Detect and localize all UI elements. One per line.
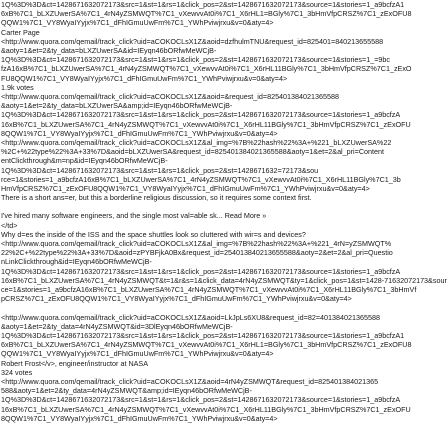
- text-line: Why d=es the inside of the ISS and the space shuttles look so cluttered with wir=s and devices?: [1, 229, 306, 239]
- text-line: 6xB%7C1_bLXZUwerSA%7C1_4rN4yZSMWQT%7C1_vXewvvAt0i%7C1_X6rHL1=BGly%7C1_3bHmVfpCRSZ%7C1_zExOFU8: [1, 340, 412, 350]
- text-line: %2C+%22type%22%3A+33%7D&aoid=bLXZUwerSA&request_id=825401384021365588&aoty=1&et=2&al_pri=Content: [1, 147, 385, 157]
- text-line: rce=1&stories=1_a9bcfzA16xB%7C1_bLXZUwerSA%7C1_4rN4yZSMWQT%7C1_vXewvvAt0i%7C1_X6rHL11BGly%7C1_3b: [1, 174, 401, 184]
- text-line: 16xB%7C1_bLXZUwerSA%7C1_4rN4yZSMWQT%7C1_vXewvvAt0i%7C1_X6rHL11BGly%7C1_3bHmVfpCRSZ%7C1_zExOFU: [1, 119, 411, 129]
- text-line: 6xB%7C1_bLXZUwerSA%7C1_4rN4yZSMWQT%7C1_vXewvvAt0i%7C1_X6rHL1=BGly%7C1_3bHmVfpCRSZ%7C1_zExOFU8: [1, 9, 412, 19]
- text-line: 1Q%3D%3D&ct=1428671632072173&src=1&st=1&rs=1&click_pos=2&st=1428671632072173&source=1&stories=1_a9bcfzA1: [1, 0, 405, 9]
- text-line: ce=1&stories=1_a9bcfzA16xB%7C1_bLXZUwerSA%7C1_4rN4yZSMWQT%7C1_vXewvvAt0i%7C1_X6rHL11BGly%7C1_3bHmVf: [1, 285, 417, 295]
- text-line: pCRSZ%7C1_zExOFU8QQW1%7C1_VY8WyaIYyjx%7C1_dFhIGmuUwFm%7C1_YWhPviwjrxu&v=0&aty=4>: [1, 294, 352, 304]
- text-line: 1Q%3D%3D&ct=1428671632072173&src=1&st=1&rs=1&click_pos=2&st=1428671632072173&source=1&stories=1_a9bcfzA: [1, 110, 401, 120]
- text-line: Robert Frost</v>, engineer/instructor at NASA: [1, 358, 149, 368]
- text-line: QQW1%7C1_VY8WyaIYyjx%7C1_dFhIGmuUwFm%7C1_YWhPviwjrxu&v=0&aty=4>: [1, 349, 274, 359]
- text-line: &aoty=1&et=2&ty_data=bLXZUwerSA&id=IEyqn46bORfwMeWCjB-: [1, 46, 217, 56]
- tracking-link-line: <http://www.quora.com/qemail/track_click?uid=aCOKOCLsX1Z&al_img=%7B%22hash%22%3A+%221_4rN=yZSMWQT%: [1, 239, 392, 249]
- text-line: 1Q%3D%3D&ct=1428671632072173&src=1&st=1&rs=1&click_pos=2&st=1428671632072173&source=1&stories=1_=9bc: [1, 55, 391, 65]
- text-line: 16xB%7C1_bLXZUwerSA%7C1_4rN4yZSMWQT&t=1&r&s=1&click_data=4rN4yZSMWQT&ty=1&click_pos=1&st=1428-71632072173&sour: [1, 275, 447, 285]
- text-line: &aoty=1&et=2&ty_data=4rN4yZSMWQT&id=3DlEyqn46bORfwMeWCjB-: [1, 321, 233, 331]
- text-line: 16xB%7C1_bLXZUwerSA%7C1_4rN4yZSMWQT%7C1_vXewvvAt0i%7C1_X6rHL11BGly%7C1_3bHmVfpCRSZ%7C1_zExOFU: [1, 404, 411, 414]
- text-line: 22%2C+%22type%22%3A+33%7D&aoid=zPYBFjkA0Bx&request_id=254013840213655588&aoty=2&et=2&al_pri=Questio: [1, 248, 393, 258]
- text-line: 8QQW1%7C1_VY8WyaIYyjx%7C1_dFhIGmuUwFm%7C1_YWhPviwjrxu&v=0&aty=4>: [1, 413, 278, 423]
- tracking-link-line: <http://www.quora.com/qemail/track_click?uid=aCOKOCLsX1Z&aoid=4rN4yZSMWQT&request_id=825401384021365: [1, 376, 379, 386]
- text-line: 1Q%3D%3D&ct=1428671632072173&src=1&st=1&rs=1&click_pos=2&st=1428671632=72173&sou: [1, 165, 319, 175]
- text-line: 1Q%3D%3D&ct=1428671632072173&src=1&st=1&rs=1&click_pos=2&st=1428671632072173&source=1&stories=1_a9bcfzA: [1, 395, 401, 405]
- tracking-link-line: <http://www.quora.com/qemail/track_click?uid=aCOKOCLsX1Z&aoid=LkJpLs6XU8&request_id=82=401384021365588: [1, 312, 380, 322]
- text-line: Carter Page: [1, 27, 40, 37]
- text-line: There is a short ans=er, but this a borderline religious discussion, so it requires some context first.: [1, 193, 312, 203]
- text-line: nLinkClickthrough&id=IEyqn46bORfwMeWCjB-: [1, 257, 152, 267]
- text-line: 8QQW1%7C1_VY8WyaIYyjx%7C1_dFhIGmuUwFm%7C1_YWhPviwjrxu&v=0&aty=4>: [1, 128, 278, 138]
- text-line: 1.9k votes: [1, 82, 34, 92]
- tracking-link-line: <http://www.quora.com/qemail/track_click?uid=aCOKOCLsX1Z&al_img=%7B%22hash%22%3A+%221_bLXZUwerSA%22: [1, 138, 392, 148]
- tracking-link-line: <http://www.quora.com/qemail/track_click?uid=aCOKOCLsX1Z&aoid=&request_id=825401384021365588: [1, 92, 340, 102]
- blank-line: [1, 304, 398, 313]
- text-line: I've hired many software engineers, and the single most val=able sk... Read More »: [1, 211, 267, 221]
- text-line: HmVfpCRSZ%7C1_zExOFU8QQW1%7C1_VY8WyaIYyjx%7C1_dFhIGmuUwFm%7C1_YWhPviwjrxu&v=0&aty=4>: [1, 184, 370, 194]
- text-line: 588&aoty=1&et=2&ty_data=4rN4yZSMWQT&amp;id=IEyqn46bORfwMeWCjB-: [1, 386, 252, 396]
- tracking-link-line: <http://www.quora.com/qemail/track_click?uid=aCOKOCLsX1Z&aoid=dzfhulmTNU&request_id=825401=840213655588: [1, 36, 384, 46]
- text-line: QQW1%7C1_VY8WyaIYyjx%7C1_dFhIGmuUwFm%7C1_YWhPviwjrxu&v=0&aty=4>: [1, 18, 274, 28]
- text-line: &aoty=1&et=2&ty_data=bLXZUwerSA&amp;id=IEyqn46bORfwMeWCjB-: [1, 101, 233, 111]
- text-line: 1Q%3D%3D&ct=1428671632072173&src=1&st=1&rs=1&click_pos=2&st=1428671632072173&source=1&stories=1_a9bcfzA1: [1, 330, 405, 340]
- text-line: 1Q%3D%3D&ct=1428671632072173&src=1&st=1&rs=1&click_pos=2&st=1428671632072173&source=1&stories=1_a9bcfzA: [1, 266, 401, 276]
- blank-line: [1, 202, 398, 211]
- text-line: entClickthrough&m=np&id=IEyqn46bORfwMeWCjB-: [1, 156, 168, 166]
- text-line: fzA16xB%7C1_bLXZUwerSA%7C1_4rN4yZSMWQT%7C1_vXewvvAt0i%7C1_X6rHL11BGly%7C1_3bHmVfpCRSZ%7C1_zExO: [1, 64, 412, 74]
- text-line: FU8QQW1%7C1_VY8WyaIYyjx%7C1_dFhIGmuUwFm%7C1_YWhPviwjrxu&v=0&aty=4>: [1, 73, 288, 83]
- text-line: </td>: [1, 220, 18, 230]
- text-line: 324 votes: [1, 367, 33, 377]
